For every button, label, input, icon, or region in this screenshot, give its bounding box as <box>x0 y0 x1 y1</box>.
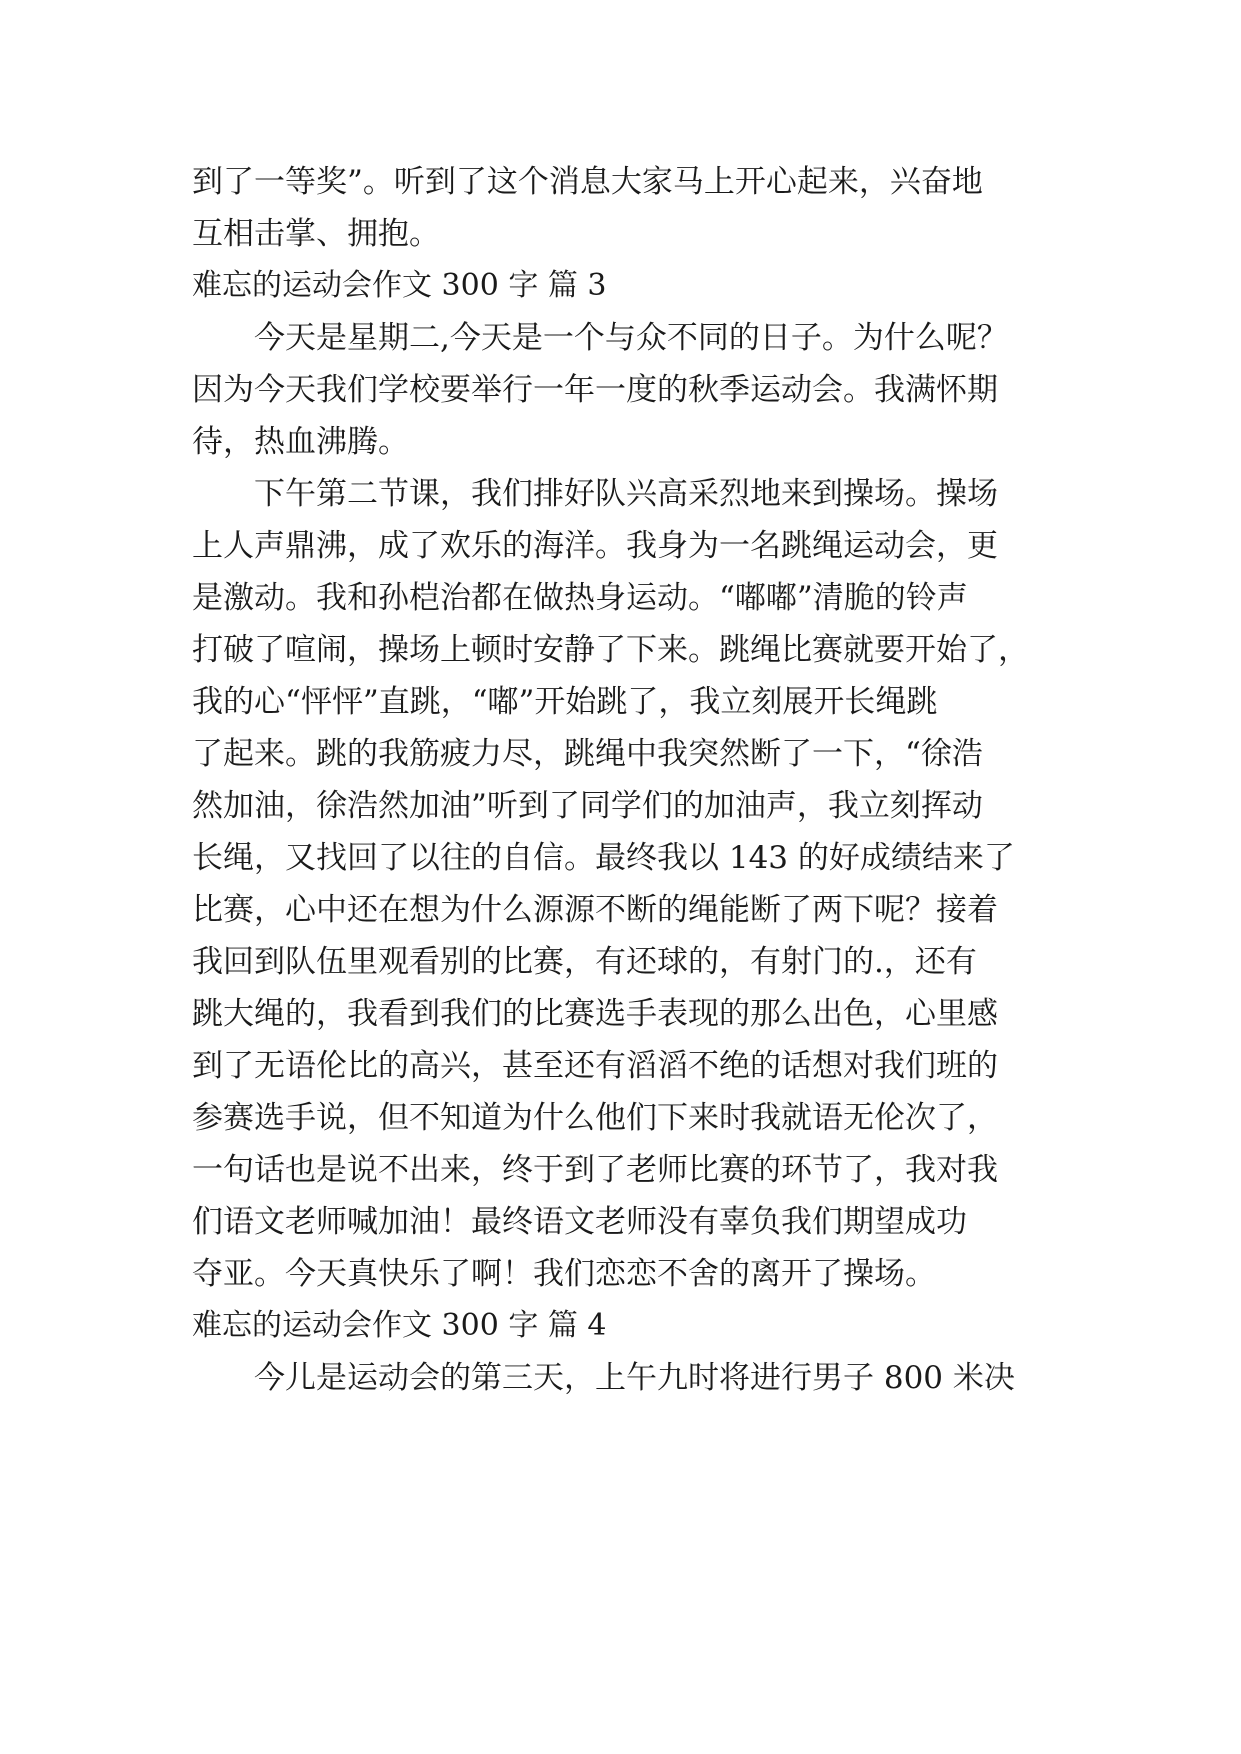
section-heading: 难忘的运动会作文 300 字 篇 4 <box>192 1308 607 1343</box>
paragraph-first-line: 今儿是运动会的第三天，上午九时将进行男子 800 米决 <box>254 1360 1015 1396</box>
paragraph-first-line: 下午第二节课，我们排好队兴高采烈地来到操场。操场 <box>254 476 998 512</box>
text-line: 我回到队伍里观看别的比赛，有还球的，有射门的.，还有 <box>192 944 977 980</box>
text-line: 待，热血沸腾。 <box>192 424 409 460</box>
text-line: 比赛，心中还在想为什么源源不断的绳能断了两下呢？接着 <box>192 892 998 928</box>
text-line: 了起来。跳的我筋疲力尽，跳绳中我突然断了一下，“徐浩 <box>192 736 983 772</box>
text-line: 互相击掌、拥抱。 <box>192 216 440 252</box>
text-line: 我的心“怦怦”直跳，“嘟”开始跳了，我立刻展开长绳跳 <box>192 684 938 720</box>
text-line: 上人声鼎沸，成了欢乐的海洋。我身为一名跳绳运动会，更 <box>192 528 998 564</box>
text-line: 们语文老师喊加油！最终语文老师没有辜负我们期望成功 <box>192 1204 967 1240</box>
text-line: 打破了喧闹，操场上顿时安静了下来。跳绳比赛就要开始了， <box>192 632 1029 668</box>
text-line: 是激动。我和孙桤治都在做热身运动。“嘟嘟”清脆的铃声 <box>192 580 968 616</box>
text-line: 一句话也是说不出来，终于到了老师比赛的环节了，我对我 <box>192 1152 998 1188</box>
section-heading: 难忘的运动会作文 300 字 篇 3 <box>192 268 607 303</box>
text-line: 跳大绳的，我看到我们的比赛选手表现的那么出色，心里感 <box>192 996 998 1032</box>
paragraph-first-line: 今天是星期二,今天是一个与众不同的日子。为什么呢？ <box>254 320 1008 356</box>
text-line: 然加油，徐浩然加油”听到了同学们的加油声，我立刻挥动 <box>192 788 983 824</box>
text-line: 到了无语伦比的高兴，甚至还有滔滔不绝的话想对我们班的 <box>192 1048 998 1084</box>
text-line: 参赛选手说，但不知道为什么他们下来时我就语无伦次了， <box>192 1100 998 1136</box>
text-line: 长绳，又找回了以往的自信。最终我以 143 的好成绩结来了 <box>192 840 1015 876</box>
text-line: 因为今天我们学校要举行一年一度的秋季运动会。我满怀期 <box>192 372 998 408</box>
text-line: 到了一等奖”。听到了这个消息大家马上开心起来，兴奋地 <box>192 164 983 200</box>
text-line: 夺亚。今天真快乐了啊！我们恋恋不舍的离开了操场。 <box>192 1256 936 1292</box>
